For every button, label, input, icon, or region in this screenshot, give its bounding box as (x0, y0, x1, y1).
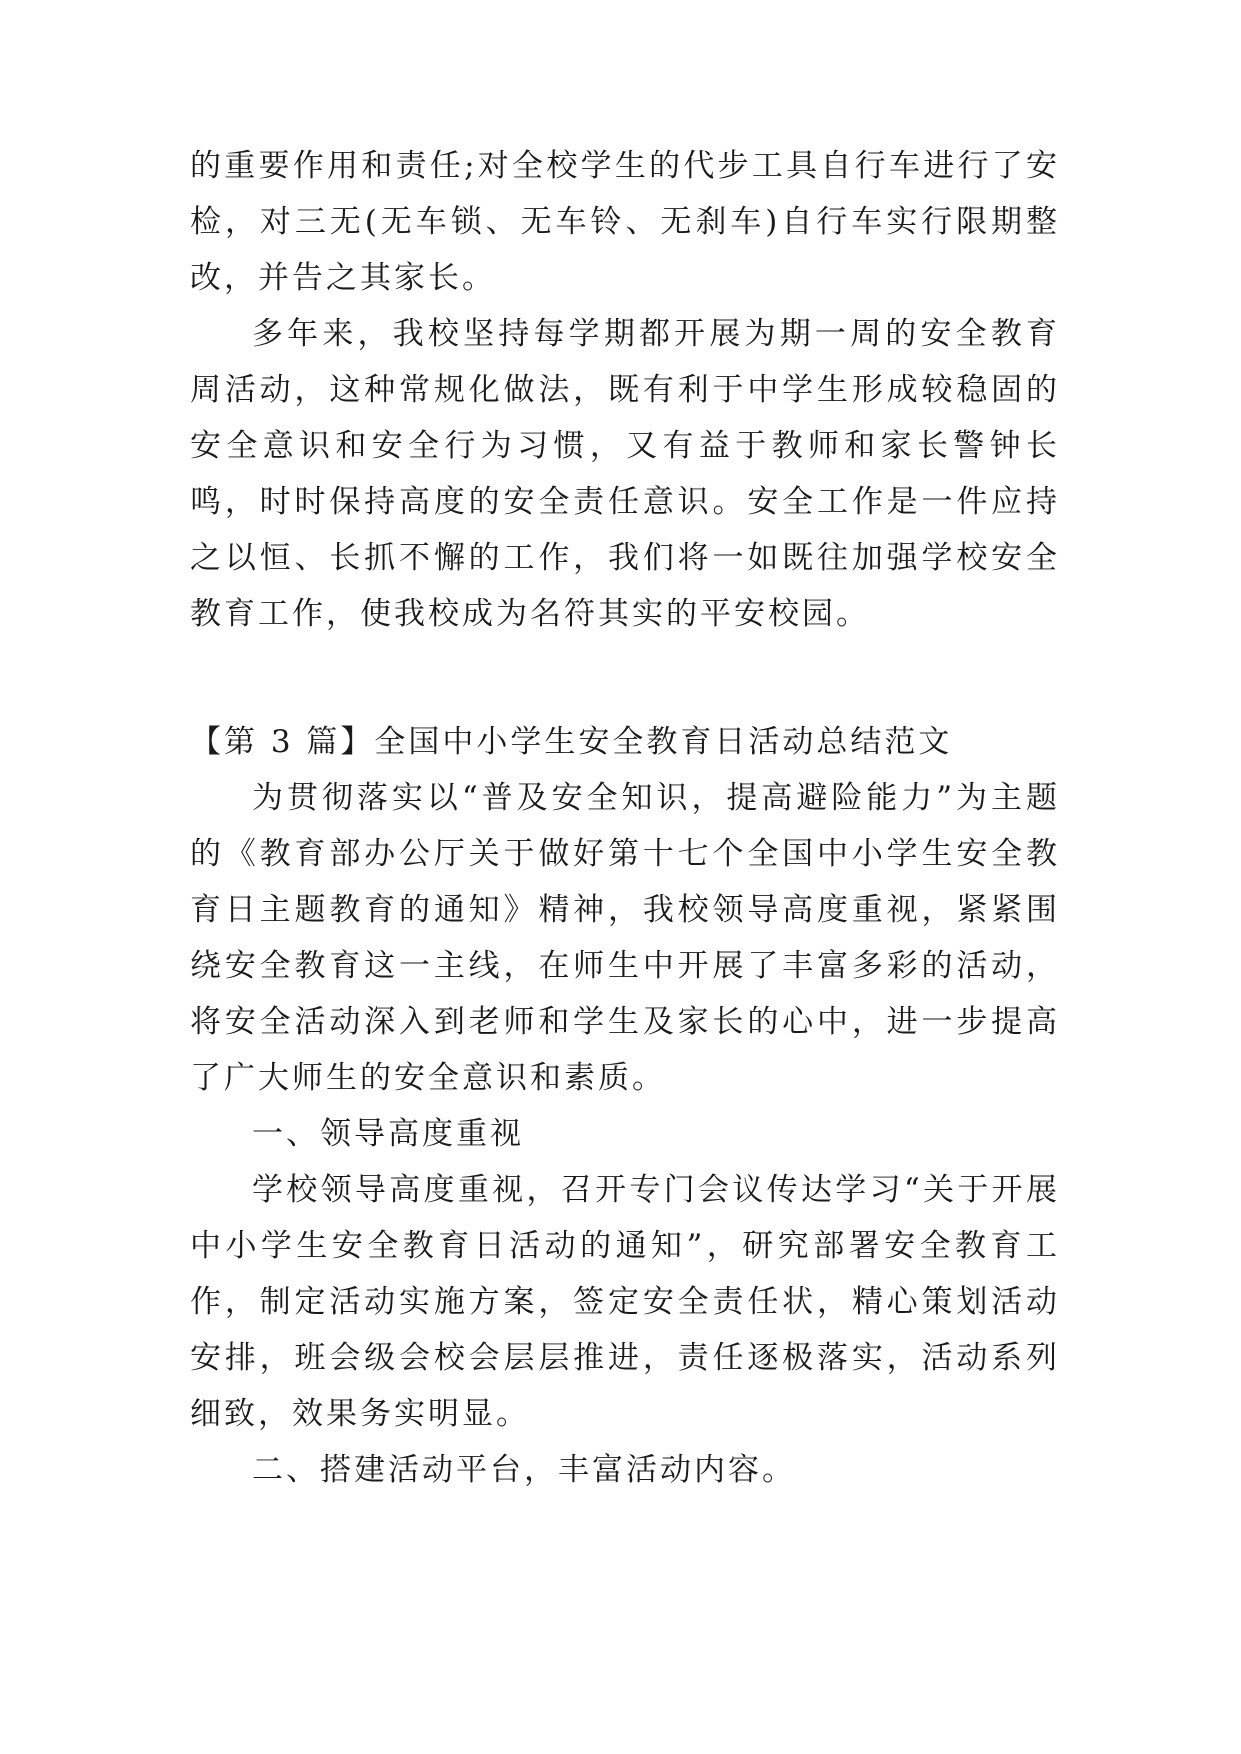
subheading-leadership: 一、领导高度重视 (252, 1116, 524, 1152)
section-continued (190, 138, 1060, 642)
paragraph-continued: 的重要作用和责任;对全校学生的代步工具自行车进行了安检，对三无(无车锁、无车铃、无刹车)自行车实行限期整改，并告之其家长。 (190, 148, 1060, 296)
paragraph-intro: 为贯彻落实以“普及安全知识，提高避险能力”为主题的《教育部办公厅关于做好第十七个全国中小学生安全教育日主题教育的通知》精神，我校领导高度重视，紧紧围绕安全教育这一主线，在师生中开展了丰富多彩的活动，将安全活动深入到老师和学生及家长的心中，进一步提高了广大师生的安全意识和素质。 (190, 780, 1060, 1096)
subheading-platform: 二、搭建活动平台，丰富活动内容。 (252, 1452, 796, 1488)
article-heading: 【第 3 篇】全国中小学生安全教育日活动总结范文 (190, 724, 953, 760)
paragraph-safety-week: 多年来，我校坚持每学期都开展为期一周的安全教育周活动，这种常规化做法，既有利于中学生形成较稳固的安全意识和安全行为习惯，又有益于教师和家长警钟长鸣，时时保持高度的安全责任意识。安全工作是一件应持之以恒、长抓不懈的工作，我们将一如既往加强学校安全教育工作，使我校成为名符其实的平安校园。 (190, 316, 1060, 632)
paragraph-leadership: 学校领导高度重视，召开专门会议传达学习“关于开展中小学生安全教育日活动的通知”，研究部署安全教育工作，制定活动实施方案，签定安全责任状，精心策划活动安排，班会级会校会层层推进，责任逐极落实，活动系列细致，效果务实明显。 (190, 1172, 1060, 1432)
section-article-3 (190, 714, 1060, 1498)
